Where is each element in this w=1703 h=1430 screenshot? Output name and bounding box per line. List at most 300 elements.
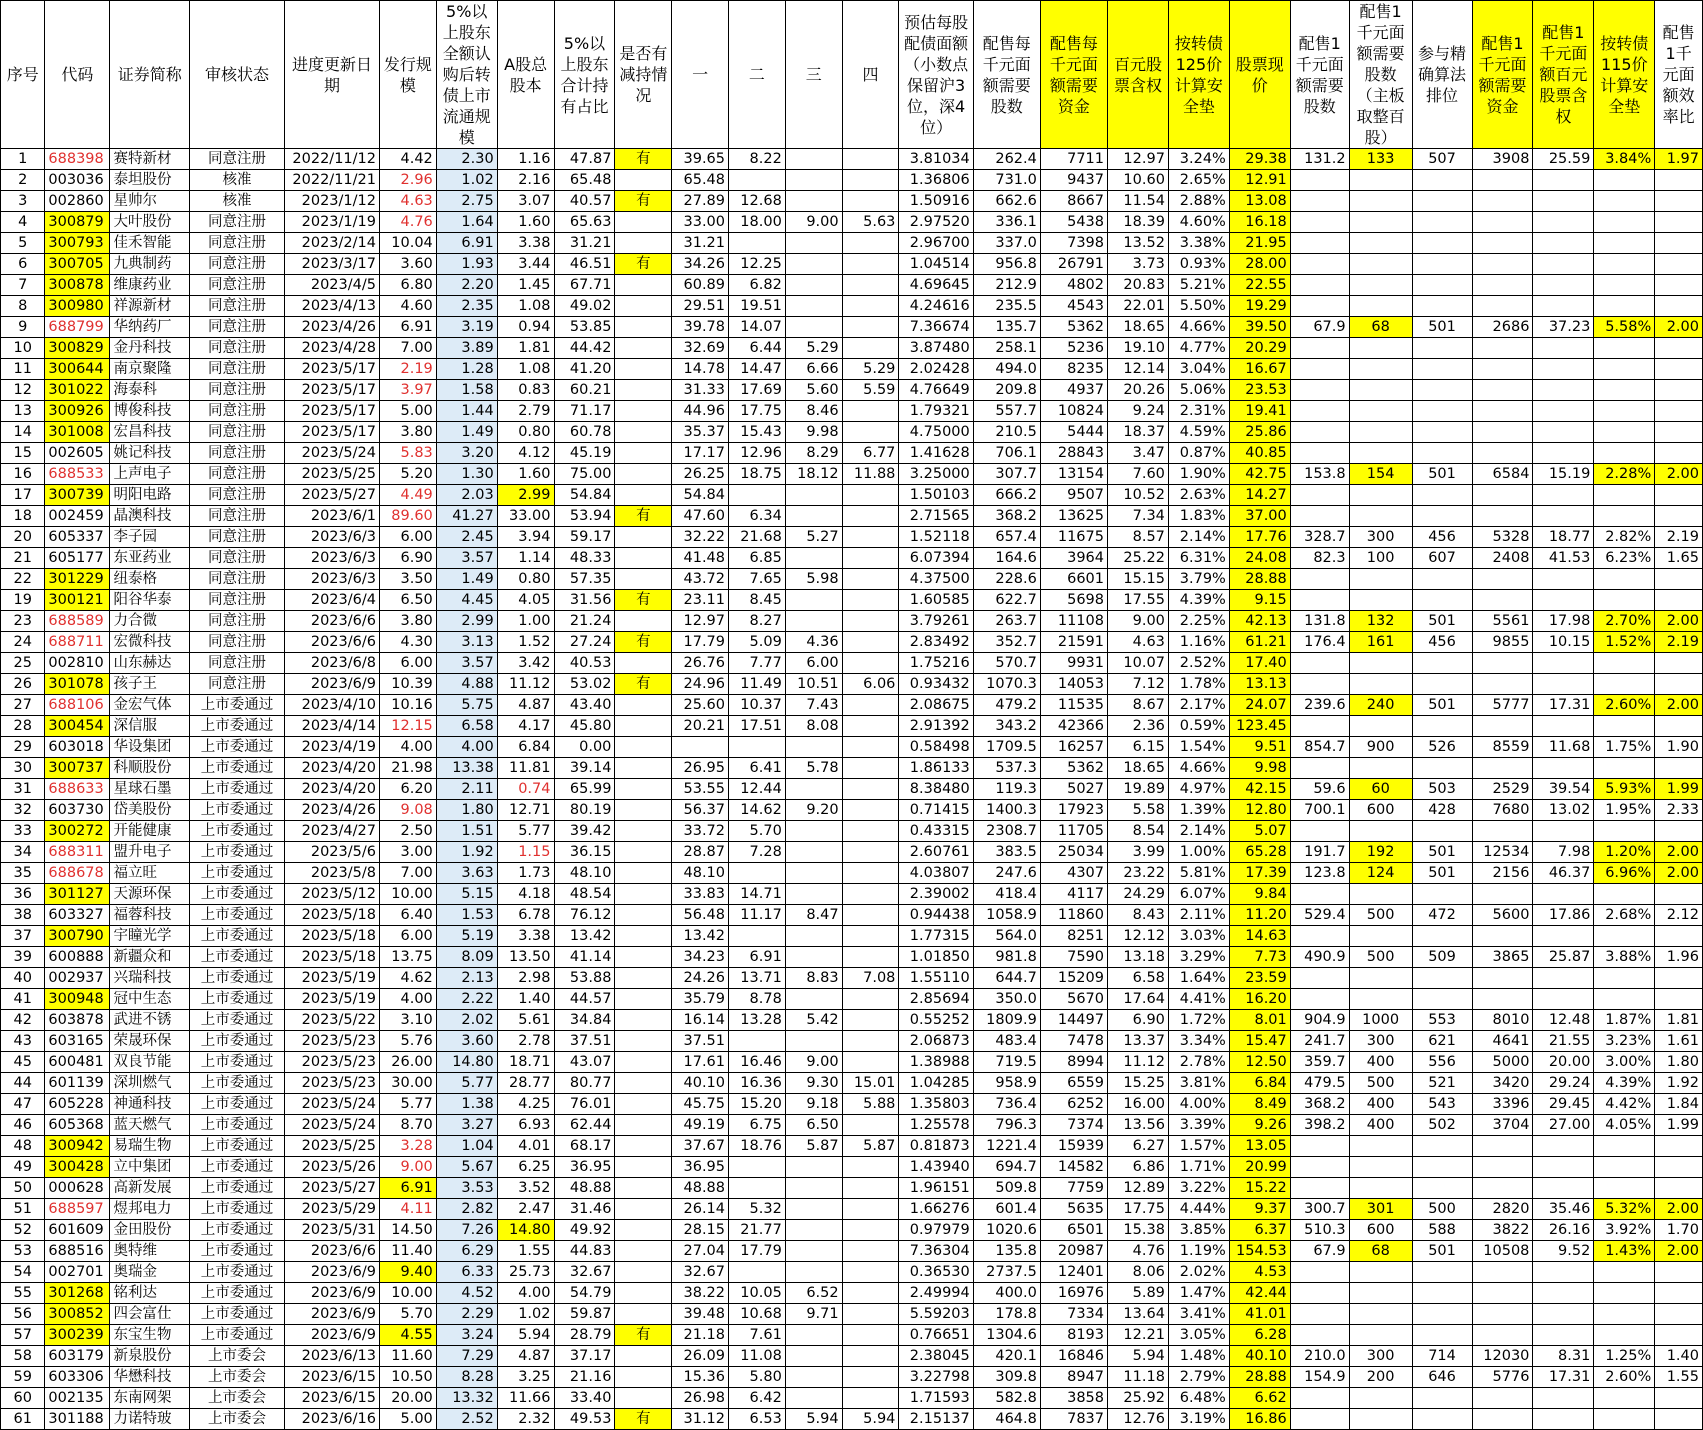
table-cell[interactable]: 同意注册 xyxy=(189,443,284,464)
table-cell[interactable]: 21.55 xyxy=(1533,1031,1594,1052)
table-cell[interactable]: 8.29 xyxy=(785,443,842,464)
table-cell[interactable]: 13.50 xyxy=(497,947,554,968)
table-cell[interactable]: 2022/11/12 xyxy=(284,149,379,170)
table-cell[interactable]: 3.27 xyxy=(436,1115,497,1136)
table-cell[interactable]: 8.67 xyxy=(1108,695,1169,716)
table-cell[interactable]: 1.80 xyxy=(436,800,497,821)
table-cell[interactable]: 2023/5/24 xyxy=(284,443,379,464)
table-cell[interactable]: 553 xyxy=(1412,1010,1472,1031)
table-cell[interactable] xyxy=(1349,926,1412,947)
table-cell[interactable]: 1.86133 xyxy=(899,758,973,779)
table-cell[interactable]: 19.10 xyxy=(1108,338,1169,359)
table-cell[interactable]: 300852 xyxy=(45,1304,110,1325)
table-cell[interactable]: 239.6 xyxy=(1290,695,1349,716)
table-cell[interactable]: 1.52118 xyxy=(899,527,973,548)
table-cell[interactable]: 82.3 xyxy=(1290,548,1349,569)
table-cell[interactable]: 25034 xyxy=(1040,842,1107,863)
table-cell[interactable]: 14.71 xyxy=(729,884,786,905)
table-cell[interactable]: 49.92 xyxy=(554,1220,615,1241)
table-cell[interactable]: 178.8 xyxy=(973,1304,1040,1325)
table-cell[interactable] xyxy=(842,527,899,548)
table-cell[interactable] xyxy=(842,296,899,317)
table-cell[interactable]: 45.80 xyxy=(554,716,615,737)
table-cell[interactable]: 2.00 xyxy=(1655,842,1703,863)
table-cell[interactable] xyxy=(1655,653,1703,674)
table-cell[interactable]: 132 xyxy=(1349,611,1412,632)
table-cell[interactable]: 5.00 xyxy=(379,1409,436,1430)
table-cell[interactable]: 上市委通过 xyxy=(189,1010,284,1031)
table-cell[interactable]: 603179 xyxy=(45,1346,110,1367)
table-cell[interactable]: 1.70 xyxy=(1655,1220,1703,1241)
table-cell[interactable]: 34.23 xyxy=(672,947,729,968)
table-cell[interactable]: 2.83492 xyxy=(899,632,973,653)
table-cell[interactable]: 688106 xyxy=(45,695,110,716)
table-cell[interactable]: 17.31 xyxy=(1533,1367,1594,1388)
table-cell[interactable]: 6.50 xyxy=(785,1115,842,1136)
table-cell[interactable]: 25.92 xyxy=(1108,1388,1169,1409)
column-header[interactable]: 审核状态 xyxy=(189,1,284,149)
table-cell[interactable]: 2.06873 xyxy=(899,1031,973,1052)
table-cell[interactable]: 8193 xyxy=(1040,1325,1107,1346)
table-cell[interactable]: 核准 xyxy=(189,170,284,191)
table-cell[interactable]: 605177 xyxy=(45,548,110,569)
table-cell[interactable]: 14.47 xyxy=(729,359,786,380)
table-cell[interactable]: 154.9 xyxy=(1290,1367,1349,1388)
table-cell[interactable]: 2023/6/6 xyxy=(284,1241,379,1262)
table-cell[interactable] xyxy=(1412,296,1472,317)
table-cell[interactable]: 13.05 xyxy=(1229,1136,1290,1157)
table-cell[interactable]: 2023/6/9 xyxy=(284,1262,379,1283)
table-cell[interactable] xyxy=(615,695,672,716)
table-cell[interactable]: 40.53 xyxy=(554,653,615,674)
table-cell[interactable]: 904.9 xyxy=(1290,1010,1349,1031)
table-cell[interactable]: 7.08 xyxy=(842,968,899,989)
table-cell[interactable]: 11535 xyxy=(1040,695,1107,716)
table-cell[interactable]: 54.84 xyxy=(554,485,615,506)
table-cell[interactable]: 352.7 xyxy=(973,632,1040,653)
table-cell[interactable]: 55 xyxy=(1,1283,45,1304)
table-cell[interactable] xyxy=(615,926,672,947)
table-cell[interactable]: 3.38 xyxy=(497,233,554,254)
table-cell[interactable] xyxy=(1349,233,1412,254)
table-cell[interactable]: 24.07 xyxy=(1229,695,1290,716)
table-cell[interactable]: 123.45 xyxy=(1229,716,1290,737)
table-cell[interactable]: 2.11 xyxy=(436,779,497,800)
table-cell[interactable] xyxy=(842,737,899,758)
table-cell[interactable]: 1.39% xyxy=(1168,800,1229,821)
table-cell[interactable]: 13.32 xyxy=(436,1388,497,1409)
table-cell[interactable]: 0.97979 xyxy=(899,1220,973,1241)
table-cell[interactable]: 2.32 xyxy=(497,1409,554,1430)
table-cell[interactable]: 上市委通过 xyxy=(189,1304,284,1325)
table-cell[interactable] xyxy=(1349,1178,1412,1199)
table-cell[interactable]: 135.8 xyxy=(973,1241,1040,1262)
table-cell[interactable] xyxy=(1655,1388,1703,1409)
table-cell[interactable]: 4.44% xyxy=(1168,1199,1229,1220)
table-cell[interactable]: 19 xyxy=(1,590,45,611)
table-cell[interactable]: 16.20 xyxy=(1229,989,1290,1010)
table-cell[interactable] xyxy=(1472,1283,1533,1304)
table-cell[interactable]: 2.29 xyxy=(436,1304,497,1325)
table-cell[interactable] xyxy=(1533,338,1594,359)
table-cell[interactable]: 23.53 xyxy=(1229,380,1290,401)
table-cell[interactable] xyxy=(1349,212,1412,233)
table-cell[interactable]: 19.51 xyxy=(729,296,786,317)
table-cell[interactable]: 6.07394 xyxy=(899,548,973,569)
table-cell[interactable]: 蓝天燃气 xyxy=(110,1115,190,1136)
table-cell[interactable]: 1.95% xyxy=(1594,800,1655,821)
table-cell[interactable]: 有 xyxy=(615,506,672,527)
table-cell[interactable]: 5.06% xyxy=(1168,380,1229,401)
table-cell[interactable]: 2023/6/6 xyxy=(284,632,379,653)
table-cell[interactable] xyxy=(1594,170,1655,191)
table-cell[interactable] xyxy=(1655,233,1703,254)
table-cell[interactable]: 854.7 xyxy=(1290,737,1349,758)
table-cell[interactable]: 20 xyxy=(1,527,45,548)
table-cell[interactable]: 3.04% xyxy=(1168,359,1229,380)
table-cell[interactable]: 2.99 xyxy=(436,611,497,632)
table-cell[interactable]: 6.00 xyxy=(379,926,436,947)
table-cell[interactable]: 0.81873 xyxy=(899,1136,973,1157)
table-cell[interactable]: 2023/3/17 xyxy=(284,254,379,275)
table-cell[interactable]: 509 xyxy=(1412,947,1472,968)
table-cell[interactable]: 9855 xyxy=(1472,632,1533,653)
table-cell[interactable]: 4.30 xyxy=(379,632,436,653)
table-cell[interactable]: 5.32 xyxy=(729,1199,786,1220)
table-row[interactable] xyxy=(1,485,1703,506)
table-cell[interactable]: 7.12 xyxy=(1108,674,1169,695)
table-cell[interactable]: 金宏气体 xyxy=(110,695,190,716)
table-cell[interactable] xyxy=(1594,380,1655,401)
table-cell[interactable]: 0.76651 xyxy=(899,1325,973,1346)
table-cell[interactable]: 44 xyxy=(1,1073,45,1094)
table-cell[interactable]: 佳禾智能 xyxy=(110,233,190,254)
table-cell[interactable] xyxy=(1472,716,1533,737)
table-cell[interactable] xyxy=(1290,254,1349,275)
table-cell[interactable]: 65.99 xyxy=(554,779,615,800)
table-cell[interactable]: 17 xyxy=(1,485,45,506)
table-cell[interactable]: 12.12 xyxy=(1108,926,1169,947)
table-cell[interactable] xyxy=(1412,569,1472,590)
table-cell[interactable]: 宏微科技 xyxy=(110,632,190,653)
table-cell[interactable] xyxy=(1594,401,1655,422)
table-cell[interactable]: 同意注册 xyxy=(189,674,284,695)
table-cell[interactable]: 35.46 xyxy=(1533,1199,1594,1220)
table-cell[interactable]: 4 xyxy=(1,212,45,233)
table-cell[interactable] xyxy=(1594,1409,1655,1430)
table-cell[interactable] xyxy=(615,359,672,380)
table-cell[interactable]: 3.07 xyxy=(497,191,554,212)
table-cell[interactable]: 131.2 xyxy=(1290,149,1349,170)
table-cell[interactable]: 12.97 xyxy=(672,611,729,632)
table-cell[interactable]: 622.7 xyxy=(973,590,1040,611)
table-cell[interactable]: 27 xyxy=(1,695,45,716)
table-cell[interactable]: 3865 xyxy=(1472,947,1533,968)
table-cell[interactable] xyxy=(1412,674,1472,695)
table-cell[interactable]: 15.36 xyxy=(672,1367,729,1388)
table-cell[interactable]: 4.25 xyxy=(497,1094,554,1115)
table-cell[interactable] xyxy=(1655,569,1703,590)
table-cell[interactable] xyxy=(1349,674,1412,695)
table-cell[interactable]: 3.13 xyxy=(436,632,497,653)
table-cell[interactable]: 603306 xyxy=(45,1367,110,1388)
table-cell[interactable] xyxy=(785,737,842,758)
table-cell[interactable]: 501 xyxy=(1412,611,1472,632)
table-cell[interactable]: 6.53 xyxy=(729,1409,786,1430)
table-cell[interactable]: 37.51 xyxy=(672,1031,729,1052)
table-row[interactable] xyxy=(1,380,1703,401)
table-cell[interactable]: 3.79261 xyxy=(899,611,973,632)
table-cell[interactable] xyxy=(1290,1262,1349,1283)
table-cell[interactable]: 2.30 xyxy=(436,149,497,170)
table-cell[interactable]: 706.1 xyxy=(973,443,1040,464)
table-cell[interactable]: 同意注册 xyxy=(189,317,284,338)
table-cell[interactable]: 祥源新材 xyxy=(110,296,190,317)
table-cell[interactable]: 有 xyxy=(615,1409,672,1430)
table-cell[interactable] xyxy=(1594,1136,1655,1157)
table-cell[interactable]: 2.00 xyxy=(1655,317,1703,338)
table-row[interactable] xyxy=(1,1136,1703,1157)
table-cell[interactable]: 20.29 xyxy=(1229,338,1290,359)
table-cell[interactable]: 176.4 xyxy=(1290,632,1349,653)
table-cell[interactable]: 44.96 xyxy=(672,401,729,422)
table-cell[interactable] xyxy=(842,1199,899,1220)
table-cell[interactable]: 17.98 xyxy=(1533,611,1594,632)
table-cell[interactable]: 15.43 xyxy=(729,422,786,443)
table-cell[interactable]: 39.14 xyxy=(554,758,615,779)
table-cell[interactable]: 13.28 xyxy=(729,1010,786,1031)
table-cell[interactable]: 19.89 xyxy=(1108,779,1169,800)
table-cell[interactable]: 1020.6 xyxy=(973,1220,1040,1241)
table-cell[interactable]: 9.00 xyxy=(785,1052,842,1073)
table-cell[interactable]: 4.03807 xyxy=(899,863,973,884)
table-cell[interactable]: 300121 xyxy=(45,590,110,611)
table-cell[interactable]: 11.12 xyxy=(1108,1052,1169,1073)
table-cell[interactable]: 16976 xyxy=(1040,1283,1107,1304)
table-cell[interactable]: 2.88% xyxy=(1168,191,1229,212)
table-cell[interactable]: 11.54 xyxy=(1108,191,1169,212)
table-cell[interactable] xyxy=(1533,989,1594,1010)
table-cell[interactable]: 1.00% xyxy=(1168,842,1229,863)
table-cell[interactable]: 10.39 xyxy=(379,674,436,695)
table-cell[interactable]: 29.24 xyxy=(1533,1073,1594,1094)
table-cell[interactable]: 上市委通过 xyxy=(189,695,284,716)
table-cell[interactable] xyxy=(1412,1409,1472,1430)
table-row[interactable] xyxy=(1,1220,1703,1241)
table-cell[interactable]: 2.68% xyxy=(1594,905,1655,926)
table-cell[interactable]: 20.21 xyxy=(672,716,729,737)
table-cell[interactable] xyxy=(842,422,899,443)
table-cell[interactable]: 5.07 xyxy=(1229,821,1290,842)
table-cell[interactable] xyxy=(615,947,672,968)
table-cell[interactable]: 31.21 xyxy=(554,233,615,254)
table-cell[interactable]: 164.6 xyxy=(973,548,1040,569)
table-cell[interactable]: 38 xyxy=(1,905,45,926)
table-cell[interactable]: 福蓉科技 xyxy=(110,905,190,926)
table-cell[interactable]: 3.57 xyxy=(436,653,497,674)
table-cell[interactable] xyxy=(1290,380,1349,401)
table-cell[interactable]: 6.91 xyxy=(379,317,436,338)
table-cell[interactable]: 44.83 xyxy=(554,1241,615,1262)
table-cell[interactable] xyxy=(842,695,899,716)
table-cell[interactable]: 61.21 xyxy=(1229,632,1290,653)
table-cell[interactable]: 67.9 xyxy=(1290,1241,1349,1262)
table-cell[interactable]: 4.59% xyxy=(1168,422,1229,443)
table-cell[interactable]: 240 xyxy=(1349,695,1412,716)
table-cell[interactable]: 7.34 xyxy=(1108,506,1169,527)
table-cell[interactable]: 36.95 xyxy=(672,1157,729,1178)
table-cell[interactable] xyxy=(1290,1325,1349,1346)
table-cell[interactable]: 4.60 xyxy=(379,296,436,317)
table-cell[interactable]: 9 xyxy=(1,317,45,338)
table-cell[interactable]: 300948 xyxy=(45,989,110,1010)
table-cell[interactable]: 33 xyxy=(1,821,45,842)
table-cell[interactable]: 464.8 xyxy=(973,1409,1040,1430)
table-cell[interactable]: 45.75 xyxy=(672,1094,729,1115)
table-cell[interactable]: 59.6 xyxy=(1290,779,1349,800)
table-cell[interactable]: 48.10 xyxy=(672,863,729,884)
table-cell[interactable]: 4.12 xyxy=(497,443,554,464)
table-cell[interactable] xyxy=(1349,821,1412,842)
table-cell[interactable]: 54 xyxy=(1,1262,45,1283)
table-cell[interactable]: 53.94 xyxy=(554,506,615,527)
table-cell[interactable]: 309.8 xyxy=(973,1367,1040,1388)
table-cell[interactable] xyxy=(1290,716,1349,737)
table-cell[interactable] xyxy=(1594,485,1655,506)
table-cell[interactable]: 7.65 xyxy=(729,569,786,590)
table-cell[interactable]: 力合微 xyxy=(110,611,190,632)
table-cell[interactable]: 25.60 xyxy=(672,695,729,716)
table-cell[interactable] xyxy=(1412,380,1472,401)
table-cell[interactable]: 262.4 xyxy=(973,149,1040,170)
table-cell[interactable]: 3.88% xyxy=(1594,947,1655,968)
table-cell[interactable]: 47.87 xyxy=(554,149,615,170)
table-cell[interactable] xyxy=(1290,1178,1349,1199)
table-cell[interactable]: 11.40 xyxy=(379,1241,436,1262)
table-cell[interactable]: 山东赫达 xyxy=(110,653,190,674)
table-cell[interactable]: 336.1 xyxy=(973,212,1040,233)
table-cell[interactable]: 11.12 xyxy=(497,674,554,695)
table-cell[interactable]: 40 xyxy=(1,968,45,989)
table-cell[interactable] xyxy=(1349,884,1412,905)
table-cell[interactable] xyxy=(842,1346,899,1367)
table-cell[interactable]: 26.76 xyxy=(672,653,729,674)
table-cell[interactable]: 68 xyxy=(1349,317,1412,338)
table-cell[interactable]: 6.93 xyxy=(497,1115,554,1136)
table-cell[interactable]: 60 xyxy=(1349,779,1412,800)
table-cell[interactable] xyxy=(1412,422,1472,443)
table-cell[interactable]: 503 xyxy=(1412,779,1472,800)
table-cell[interactable] xyxy=(1533,443,1594,464)
table-cell[interactable]: 6.41 xyxy=(729,758,786,779)
table-cell[interactable]: 6.90 xyxy=(379,548,436,569)
table-cell[interactable]: 6252 xyxy=(1040,1094,1107,1115)
table-row[interactable] xyxy=(1,1388,1703,1409)
table-cell[interactable]: 601609 xyxy=(45,1220,110,1241)
table-cell[interactable]: 2023/6/16 xyxy=(284,1409,379,1430)
table-cell[interactable]: 2.00 xyxy=(1655,695,1703,716)
table-cell[interactable]: 1.99 xyxy=(1655,1115,1703,1136)
table-cell[interactable]: 37.17 xyxy=(554,1346,615,1367)
table-cell[interactable] xyxy=(785,989,842,1010)
table-cell[interactable]: 002605 xyxy=(45,443,110,464)
table-cell[interactable]: 5.70 xyxy=(729,821,786,842)
table-cell[interactable]: 15209 xyxy=(1040,968,1107,989)
table-cell[interactable]: 7374 xyxy=(1040,1115,1107,1136)
table-cell[interactable] xyxy=(1472,653,1533,674)
table-cell[interactable]: 1.54% xyxy=(1168,737,1229,758)
table-cell[interactable]: 5600 xyxy=(1472,905,1533,926)
table-cell[interactable]: 1.71593 xyxy=(899,1388,973,1409)
table-cell[interactable]: 603165 xyxy=(45,1031,110,1052)
table-cell[interactable]: 43.07 xyxy=(554,1052,615,1073)
table-cell[interactable] xyxy=(1594,275,1655,296)
table-cell[interactable] xyxy=(1349,1283,1412,1304)
table-cell[interactable]: 6.15 xyxy=(1108,737,1169,758)
table-cell[interactable] xyxy=(842,821,899,842)
table-row[interactable] xyxy=(1,1073,1703,1094)
table-cell[interactable]: 上市委通过 xyxy=(189,842,284,863)
table-cell[interactable] xyxy=(842,779,899,800)
table-cell[interactable]: 2023/4/26 xyxy=(284,317,379,338)
table-cell[interactable]: 2.71565 xyxy=(899,506,973,527)
table-cell[interactable] xyxy=(615,653,672,674)
table-cell[interactable]: 14.50 xyxy=(379,1220,436,1241)
table-cell[interactable] xyxy=(1349,254,1412,275)
table-cell[interactable]: 002701 xyxy=(45,1262,110,1283)
table-cell[interactable]: 5.87 xyxy=(785,1136,842,1157)
table-cell[interactable]: 5.59203 xyxy=(899,1304,973,1325)
table-cell[interactable] xyxy=(1472,1157,1533,1178)
table-cell[interactable]: 4.00 xyxy=(436,737,497,758)
table-cell[interactable]: 500 xyxy=(1412,1199,1472,1220)
table-cell[interactable] xyxy=(1533,1283,1594,1304)
table-cell[interactable]: 4.66% xyxy=(1168,758,1229,779)
table-cell[interactable] xyxy=(842,611,899,632)
table-cell[interactable]: 11.68 xyxy=(1533,737,1594,758)
table-cell[interactable]: 12.97 xyxy=(1108,149,1169,170)
table-cell[interactable]: 21.77 xyxy=(729,1220,786,1241)
table-cell[interactable] xyxy=(785,1199,842,1220)
table-cell[interactable]: 26.25 xyxy=(672,464,729,485)
table-cell[interactable]: 6.06 xyxy=(842,674,899,695)
table-cell[interactable]: 4.05 xyxy=(497,590,554,611)
table-cell[interactable] xyxy=(785,548,842,569)
table-cell[interactable]: 2.17% xyxy=(1168,695,1229,716)
table-cell[interactable]: 688398 xyxy=(45,149,110,170)
table-cell[interactable]: 31.21 xyxy=(672,233,729,254)
table-cell[interactable]: 0.55252 xyxy=(899,1010,973,1031)
table-cell[interactable]: 2.52% xyxy=(1168,653,1229,674)
table-cell[interactable]: 32 xyxy=(1,800,45,821)
table-cell[interactable]: 17.75 xyxy=(1108,1199,1169,1220)
table-cell[interactable]: 501 xyxy=(1412,317,1472,338)
table-cell[interactable]: 上声电子 xyxy=(110,464,190,485)
table-cell[interactable] xyxy=(1290,485,1349,506)
table-cell[interactable]: 武进不锈 xyxy=(110,1010,190,1031)
table-cell[interactable]: 0.83 xyxy=(497,380,554,401)
table-cell[interactable] xyxy=(729,737,786,758)
table-cell[interactable] xyxy=(842,1283,899,1304)
table-cell[interactable]: 5.94 xyxy=(497,1325,554,1346)
table-row[interactable] xyxy=(1,926,1703,947)
table-row[interactable] xyxy=(1,611,1703,632)
table-cell[interactable]: 2.22 xyxy=(436,989,497,1010)
table-cell[interactable]: 6.62 xyxy=(1229,1388,1290,1409)
table-cell[interactable] xyxy=(1290,590,1349,611)
table-cell[interactable]: 2.14% xyxy=(1168,527,1229,548)
table-cell[interactable]: 3.53 xyxy=(436,1178,497,1199)
